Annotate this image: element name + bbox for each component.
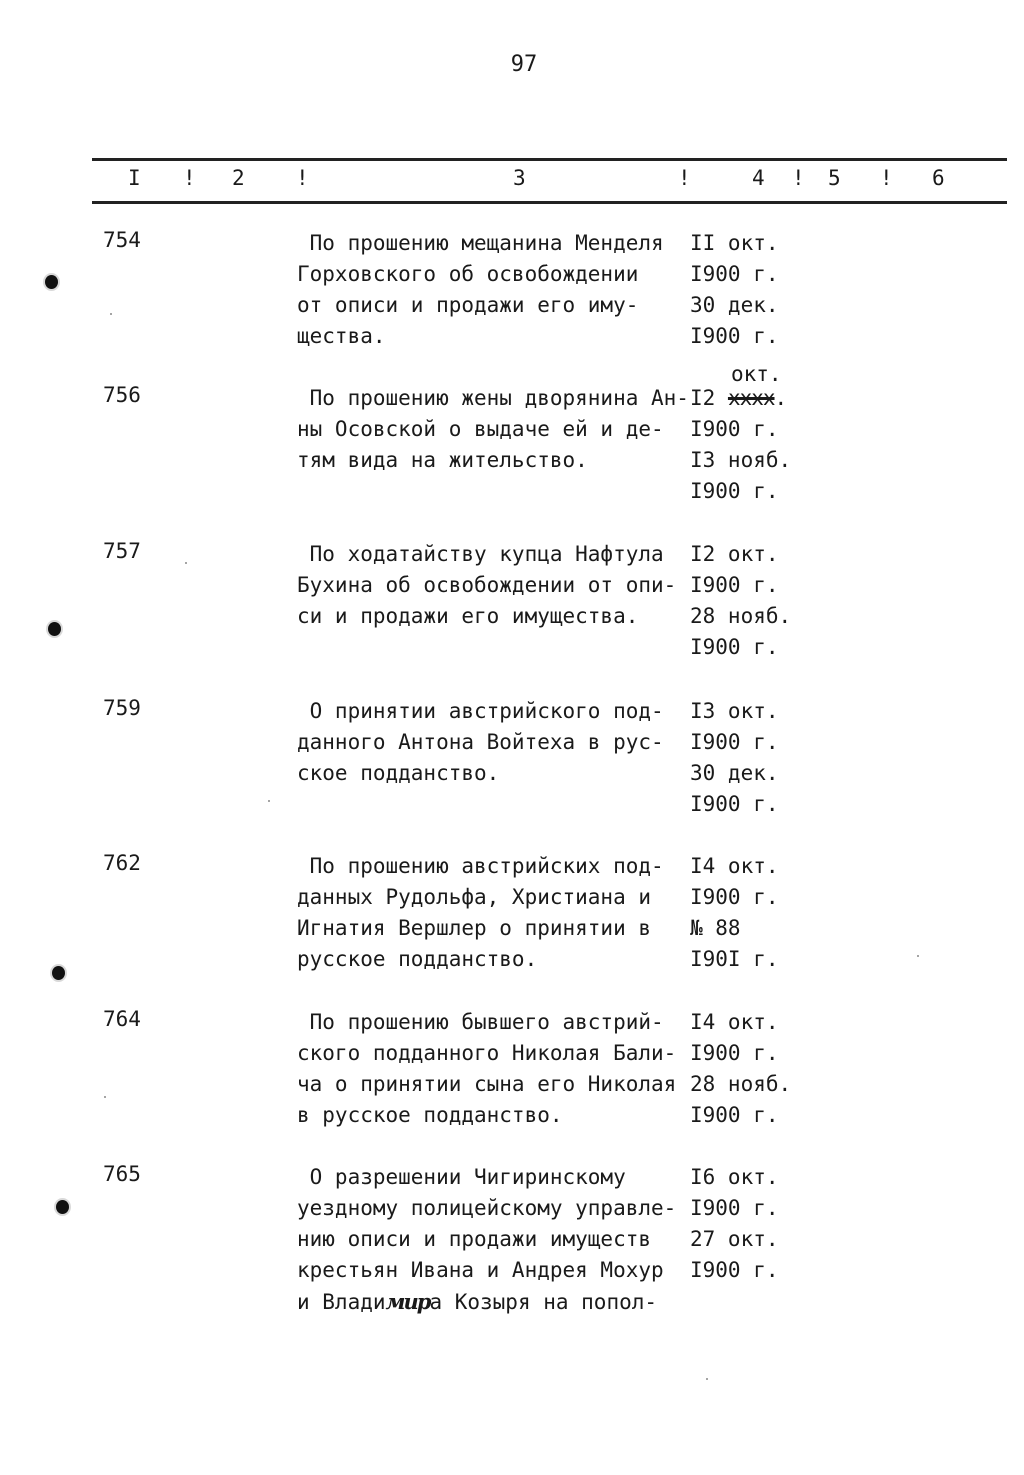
column-header-4: 4 xyxy=(752,166,765,190)
description-line xyxy=(297,1286,697,1317)
description-line: нию описи и продажи имуществ xyxy=(297,1227,652,1251)
header-top-rule xyxy=(92,158,1007,161)
date-line: I900 г. xyxy=(690,635,779,659)
punch-hole-icon xyxy=(52,966,65,980)
entry-dates xyxy=(690,228,779,352)
date-line xyxy=(690,383,791,414)
text-segment: а Козыря на попол- xyxy=(429,1290,658,1314)
date-line: I900 г. xyxy=(690,730,779,754)
entry-description xyxy=(297,851,697,975)
description-line: от описи и продажи его иму- xyxy=(297,293,639,317)
description-line: си и продажи его имущества. xyxy=(297,604,639,628)
scan-speck xyxy=(706,1378,708,1380)
column-separator: ! xyxy=(183,166,196,190)
date-line: I900 г. xyxy=(690,1258,779,1282)
description-line: По прошению австрийских под- xyxy=(297,854,664,878)
scan-speck xyxy=(185,562,187,564)
column-header-3: 3 xyxy=(513,166,526,190)
description-line: данных Рудольфа, Христиана и xyxy=(297,885,652,909)
punch-hole-icon xyxy=(56,1200,69,1214)
date-line: № 88 xyxy=(690,916,741,940)
description-line: По прошению жены дворянина Ан- xyxy=(297,386,689,410)
description-line: в русское подданство. xyxy=(297,1103,563,1127)
date-line: I6 окт. xyxy=(690,1165,779,1189)
description-line: О принятии австрийского под- xyxy=(297,699,664,723)
entry-description xyxy=(297,228,697,352)
struck-text: xxxx xyxy=(727,386,775,410)
column-separator: ! xyxy=(296,166,309,190)
date-line: I900 г. xyxy=(690,1041,779,1065)
entry-number: 754 xyxy=(103,228,141,252)
column-header-6: 6 xyxy=(932,166,945,190)
date-line: I900 г. xyxy=(690,417,779,441)
date-line: I900 г. xyxy=(690,573,779,597)
entry-dates xyxy=(690,383,791,507)
date-line: I900 г. xyxy=(690,262,779,286)
date-line: I2 окт. xyxy=(690,542,779,566)
entry-description xyxy=(297,1162,697,1317)
column-header-2: 2 xyxy=(232,166,245,190)
date-line: I90I г. xyxy=(690,947,779,971)
description-line: Горховского об освобождении xyxy=(297,262,639,286)
column-separator: ! xyxy=(678,166,691,190)
date-punctuation: . xyxy=(774,386,788,410)
table-header xyxy=(0,166,1024,194)
description-line: щества. xyxy=(297,324,386,348)
header-bottom-rule xyxy=(92,201,1007,204)
entry-number: 759 xyxy=(103,696,141,720)
date-line: I900 г. xyxy=(690,885,779,909)
text-segment: и Влади xyxy=(297,1290,386,1314)
column-header-1: I xyxy=(128,166,141,190)
entry-number: 764 xyxy=(103,1007,141,1031)
description-line: ны Осовской о выдаче ей и де- xyxy=(297,417,664,441)
entry-description xyxy=(297,696,697,789)
scan-speck xyxy=(110,313,112,315)
description-line: тям вида на жительство. xyxy=(297,448,588,472)
column-separator: ! xyxy=(792,166,805,190)
date-line: I900 г. xyxy=(690,479,779,503)
description-line: ского подданного Николая Бали- xyxy=(297,1041,677,1065)
description-line: данного Антона Войтеха в рус- xyxy=(297,730,664,754)
entry-description xyxy=(297,383,697,476)
punch-hole-icon xyxy=(45,275,58,289)
correction-note: окт. xyxy=(731,362,782,386)
description-line: Игнатия Вершлер о принятии в xyxy=(297,916,652,940)
entry-dates xyxy=(690,1007,791,1131)
date-line: II окт. xyxy=(690,231,779,255)
description-line: О разрешении Чигиринскому xyxy=(297,1165,626,1189)
description-line: По прошению мещанина Менделя xyxy=(297,231,664,255)
punch-hole-icon xyxy=(48,622,61,636)
description-line: ча о принятии сына его Николая xyxy=(297,1072,677,1096)
page-number: 97 xyxy=(510,52,538,77)
date-line: I4 окт. xyxy=(690,1010,779,1034)
date-line: 28 нояб. xyxy=(690,1072,792,1096)
date-day: I2 xyxy=(690,386,728,410)
date-line: 30 дек. xyxy=(690,293,779,317)
entry-number: 756 xyxy=(103,383,141,407)
description-line: По ходатайству купца Нафтула xyxy=(297,542,664,566)
description-line: По прошению бывшего австрий- xyxy=(297,1010,664,1034)
description-line: русское подданство. xyxy=(297,947,538,971)
date-line: 27 окт. xyxy=(690,1227,779,1251)
scan-speck xyxy=(104,1096,106,1098)
entry-number: 757 xyxy=(103,539,141,563)
column-header-5: 5 xyxy=(828,166,841,190)
entry-number: 762 xyxy=(103,851,141,875)
date-line: 30 дек. xyxy=(690,761,779,785)
entry-description xyxy=(297,539,697,632)
entry-number: 765 xyxy=(103,1162,141,1186)
date-line: I3 окт. xyxy=(690,699,779,723)
entry-dates xyxy=(690,539,791,663)
scan-speck xyxy=(917,955,919,957)
date-line: I4 окт. xyxy=(690,854,779,878)
entry-dates xyxy=(690,851,779,975)
date-line: I900 г. xyxy=(690,1103,779,1127)
date-line: I900 г. xyxy=(690,792,779,816)
description-line: уездному полицейскому управле- xyxy=(297,1196,677,1220)
description-line: крестьян Ивана и Андрея Мохур xyxy=(297,1258,664,1282)
date-line: I3 нояб. xyxy=(690,448,792,472)
date-line: I900 г. xyxy=(690,324,779,348)
date-line: I900 г. xyxy=(690,1196,779,1220)
date-line: 28 нояб. xyxy=(690,604,792,628)
column-separator: ! xyxy=(880,166,893,190)
description-line: Бухина об освобождении от опи- xyxy=(297,573,677,597)
scan-speck xyxy=(268,800,270,802)
entry-dates xyxy=(690,1162,779,1286)
entry-description xyxy=(297,1007,697,1131)
description-line: ское подданство. xyxy=(297,761,500,785)
handwritten-correction: мир xyxy=(385,1289,430,1314)
entry-dates xyxy=(690,696,779,820)
